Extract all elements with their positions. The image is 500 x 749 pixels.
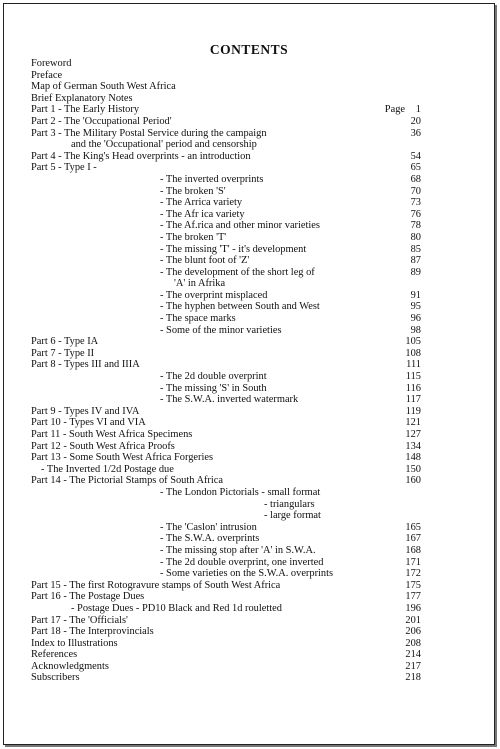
toc-entry xyxy=(31,452,421,464)
toc-entry-title: - The missing 'T' - it's development xyxy=(160,243,307,255)
toc-entry xyxy=(31,499,421,511)
toc-entry-page: 89 xyxy=(410,266,421,278)
toc-entry xyxy=(31,58,421,70)
toc-entry xyxy=(31,255,421,267)
toc-entry-title: Part 12 - South West Africa Proofs xyxy=(31,440,175,452)
toc-entry-title: Part 9 - Types IV and IVA xyxy=(31,405,140,417)
toc-entry-page: 175 xyxy=(405,579,421,591)
toc-entry-page: 54 xyxy=(410,150,421,162)
toc-entry xyxy=(31,487,421,499)
toc-entry-title: - The inverted overprints xyxy=(160,173,264,185)
toc-entry-title: Part 14 - The Pictorial Stamps of South Africa xyxy=(31,475,224,487)
toc-entry-title: - The 2d double overprint, one inverted xyxy=(160,556,324,568)
toc-entry-title: - The Af.rica and other minor varieties xyxy=(160,220,320,232)
toc-entry xyxy=(31,244,421,256)
toc-entry-title: Part 3 - The Military Postal Service during the campaign xyxy=(31,127,267,139)
toc-entry-page: 177 xyxy=(405,591,421,603)
toc-entry-title: Part 7 - Type II xyxy=(31,347,95,359)
toc-entry xyxy=(31,209,421,221)
toc-entry-title: - triangulars xyxy=(264,498,315,510)
toc-entry xyxy=(31,267,421,279)
toc-entry-title: Part 17 - The 'Officials' xyxy=(31,614,128,626)
toc-entry-page: 116 xyxy=(405,382,421,394)
toc-entry-title: - The S.W.A. overprints xyxy=(160,533,260,545)
toc-entry-page: 134 xyxy=(405,440,421,452)
toc-entry xyxy=(31,406,421,418)
toc-entry xyxy=(31,104,421,116)
toc-entry xyxy=(31,336,421,348)
toc-entry xyxy=(31,174,421,186)
toc-entry-page: 165 xyxy=(405,521,421,533)
toc-entry xyxy=(31,475,421,487)
toc-entry-page: 70 xyxy=(410,185,421,197)
toc-entry-title: Part 11 - South West Africa Specimens xyxy=(31,429,193,440)
toc-entry-title: Map of German South West Africa xyxy=(31,81,176,93)
toc-entry-page: 111 xyxy=(406,359,421,371)
toc-entry-page: 96 xyxy=(410,313,421,325)
toc-entry-title: Preface xyxy=(31,69,63,81)
toc-entry-title: - The development of the short leg of xyxy=(160,266,315,278)
toc-entry xyxy=(31,533,421,545)
toc-entry-page: 119 xyxy=(405,405,421,417)
toc-entry-title: - The blunt foot of 'Z' xyxy=(160,255,250,267)
toc-entry xyxy=(31,545,421,557)
toc-entry-title: - The 2d double overprint xyxy=(160,371,267,383)
toc-entry xyxy=(31,301,421,313)
toc-entry-title: Part 13 - Some South West Africa Forgeries xyxy=(31,452,214,464)
toc-entry-page: 172 xyxy=(405,568,421,580)
toc-entry-page: 108 xyxy=(405,347,421,359)
toc-entry-title: - large format xyxy=(264,510,321,522)
toc-entry-page: 206 xyxy=(405,626,421,638)
toc-entry xyxy=(31,313,421,325)
toc-entry-page: 95 xyxy=(410,301,421,313)
toc-entry-page: 160 xyxy=(405,475,421,487)
toc-entry-page: 98 xyxy=(410,324,421,336)
toc-entry-title: 'A' in Afrika xyxy=(174,278,226,290)
toc-entry-page: 117 xyxy=(405,394,421,406)
toc-entry-title: Part 1 - The Early History xyxy=(31,104,140,116)
toc-entry xyxy=(31,580,421,592)
toc-entry-title: Part 2 - The 'Occupational Period' xyxy=(31,115,172,127)
toc-entry xyxy=(31,649,421,661)
toc-entry-page: 80 xyxy=(410,231,421,243)
toc-entry-title: Part 8 - Types III and IIIA xyxy=(31,359,140,371)
toc-entry-page: 167 xyxy=(405,533,421,545)
toc-entry-title: Part 10 - Types VI and VIA xyxy=(31,417,146,429)
toc-entry xyxy=(31,116,421,128)
toc-entry-title: Part 16 - The Postage Dues xyxy=(31,591,145,603)
toc-entry-title: Part 18 - The Interprovincials xyxy=(31,626,154,638)
toc-entry xyxy=(31,383,421,395)
toc-entry xyxy=(31,359,421,371)
toc-entry xyxy=(31,591,421,603)
toc-entry-page: 105 xyxy=(405,336,421,348)
toc-entry-page: 78 xyxy=(410,220,421,232)
toc-entry-title: Brief Explanatory Notes xyxy=(31,92,133,104)
toc-entry xyxy=(31,128,421,140)
toc-entry xyxy=(31,394,421,406)
toc-entry xyxy=(31,186,421,198)
toc-entry xyxy=(31,557,421,569)
toc-entry-page: 150 xyxy=(405,463,421,475)
toc-entry-title: - Postage Dues - PD10 Black and Red 1d rouletted xyxy=(71,602,282,614)
toc-entry xyxy=(31,278,421,290)
toc-entry-title: - The overprint misplaced xyxy=(160,289,268,301)
toc-entry-title: Part 6 - Type IA xyxy=(31,336,99,348)
toc-entry-title: - The Afr ica variety xyxy=(160,208,245,220)
toc-entry-title: Index to Illustrations xyxy=(31,637,118,649)
toc-entry-page: 20 xyxy=(410,115,421,127)
toc-entry xyxy=(31,151,421,163)
page-column-label: Page xyxy=(384,104,405,116)
toc-entry xyxy=(31,290,421,302)
toc-entry xyxy=(31,232,421,244)
toc-entry xyxy=(31,603,421,615)
toc-entry-page: 85 xyxy=(410,243,421,255)
toc-entry xyxy=(31,626,421,638)
toc-entry-page: 171 xyxy=(405,556,421,568)
toc-entry-title: Foreword xyxy=(31,58,72,69)
toc-entry-title: - The missing stop after 'A' in S.W.A. xyxy=(160,544,316,556)
toc-entry xyxy=(31,510,421,522)
toc-entry-title: Part 5 - Type I - xyxy=(31,162,97,174)
toc-entry-page: 65 xyxy=(410,162,421,174)
toc-entry xyxy=(31,348,421,360)
toc-entry-title: - The space marks xyxy=(160,313,236,325)
toc-entry-page: 36 xyxy=(410,127,421,139)
toc-entry-page: 1 xyxy=(415,104,421,116)
toc-entry-title: - Some of the minor varieties xyxy=(160,324,282,336)
toc-entry-title: - The 'Caslon' intrusion xyxy=(160,521,257,533)
toc-entry-title: Subscribers xyxy=(31,672,80,684)
toc-entry-page: 73 xyxy=(410,197,421,209)
toc-entry-title: - The missing 'S' in South xyxy=(160,382,267,394)
toc-entry-title: Part 15 - The first Rotogravure stamps of South West Africa xyxy=(31,579,281,591)
toc-entry-page: 196 xyxy=(405,602,421,614)
toc-entry xyxy=(31,139,421,151)
toc-entry-page: 148 xyxy=(405,452,421,464)
toc-entry-title: Part 4 - The King's Head overprints - an introduction xyxy=(31,150,251,162)
toc-entry-page: 218 xyxy=(405,672,421,684)
toc-entry-page: 87 xyxy=(410,255,421,267)
toc-entry xyxy=(31,429,421,441)
toc-entry xyxy=(31,615,421,627)
toc-entry xyxy=(31,81,421,93)
toc-entry-page: 208 xyxy=(405,637,421,649)
toc-entry-title: References xyxy=(31,649,78,661)
contents-title: CONTENTS xyxy=(209,42,289,57)
toc-entry xyxy=(31,417,421,429)
toc-entry-page: 68 xyxy=(410,173,421,185)
toc-entry xyxy=(31,162,421,174)
toc-entry-title: - The broken 'T' xyxy=(160,231,227,243)
toc-entry xyxy=(31,441,421,453)
toc-entry-title: - The broken 'S' xyxy=(160,185,226,197)
toc-entry-page: 115 xyxy=(405,371,421,383)
toc-entry xyxy=(31,220,421,232)
toc-entry xyxy=(31,672,421,684)
toc-entry-page: 201 xyxy=(405,614,421,626)
document-page xyxy=(3,3,495,745)
toc-entry xyxy=(31,638,421,650)
toc-entry xyxy=(31,568,421,580)
toc-entry xyxy=(31,464,421,476)
toc-entry-title: Acknowledgments xyxy=(31,660,109,672)
toc-entry-title: - The Arrica variety xyxy=(160,197,243,209)
toc-entry-page: 127 xyxy=(405,429,421,440)
toc-entry-title: and the 'Occupational' period and censorship xyxy=(71,139,257,151)
toc-entry-page: 121 xyxy=(405,417,421,429)
toc-entry-title: - The S.W.A. inverted watermark xyxy=(160,394,299,406)
toc-entry-title: - The London Pictorials - small format xyxy=(160,486,321,498)
toc-entry xyxy=(31,522,421,534)
toc-entry-page: 91 xyxy=(410,289,421,301)
toc-entry xyxy=(31,70,421,82)
toc-entry-title: - The hyphen between South and West xyxy=(160,301,320,313)
toc-entry-title: - The Inverted 1/2d Postage due xyxy=(41,463,174,475)
toc-entry xyxy=(31,93,421,105)
toc-entry-page: 76 xyxy=(410,208,421,220)
toc-entry xyxy=(31,661,421,673)
table-of-contents xyxy=(31,58,421,684)
toc-entry xyxy=(31,371,421,383)
toc-entry xyxy=(31,325,421,337)
toc-entry xyxy=(31,197,421,209)
toc-entry-page: 214 xyxy=(405,649,421,661)
toc-entry-page: 168 xyxy=(405,544,421,556)
toc-entry-title: - Some varieties on the S.W.A. overprints xyxy=(160,568,334,580)
toc-entry-page: 217 xyxy=(405,660,421,672)
